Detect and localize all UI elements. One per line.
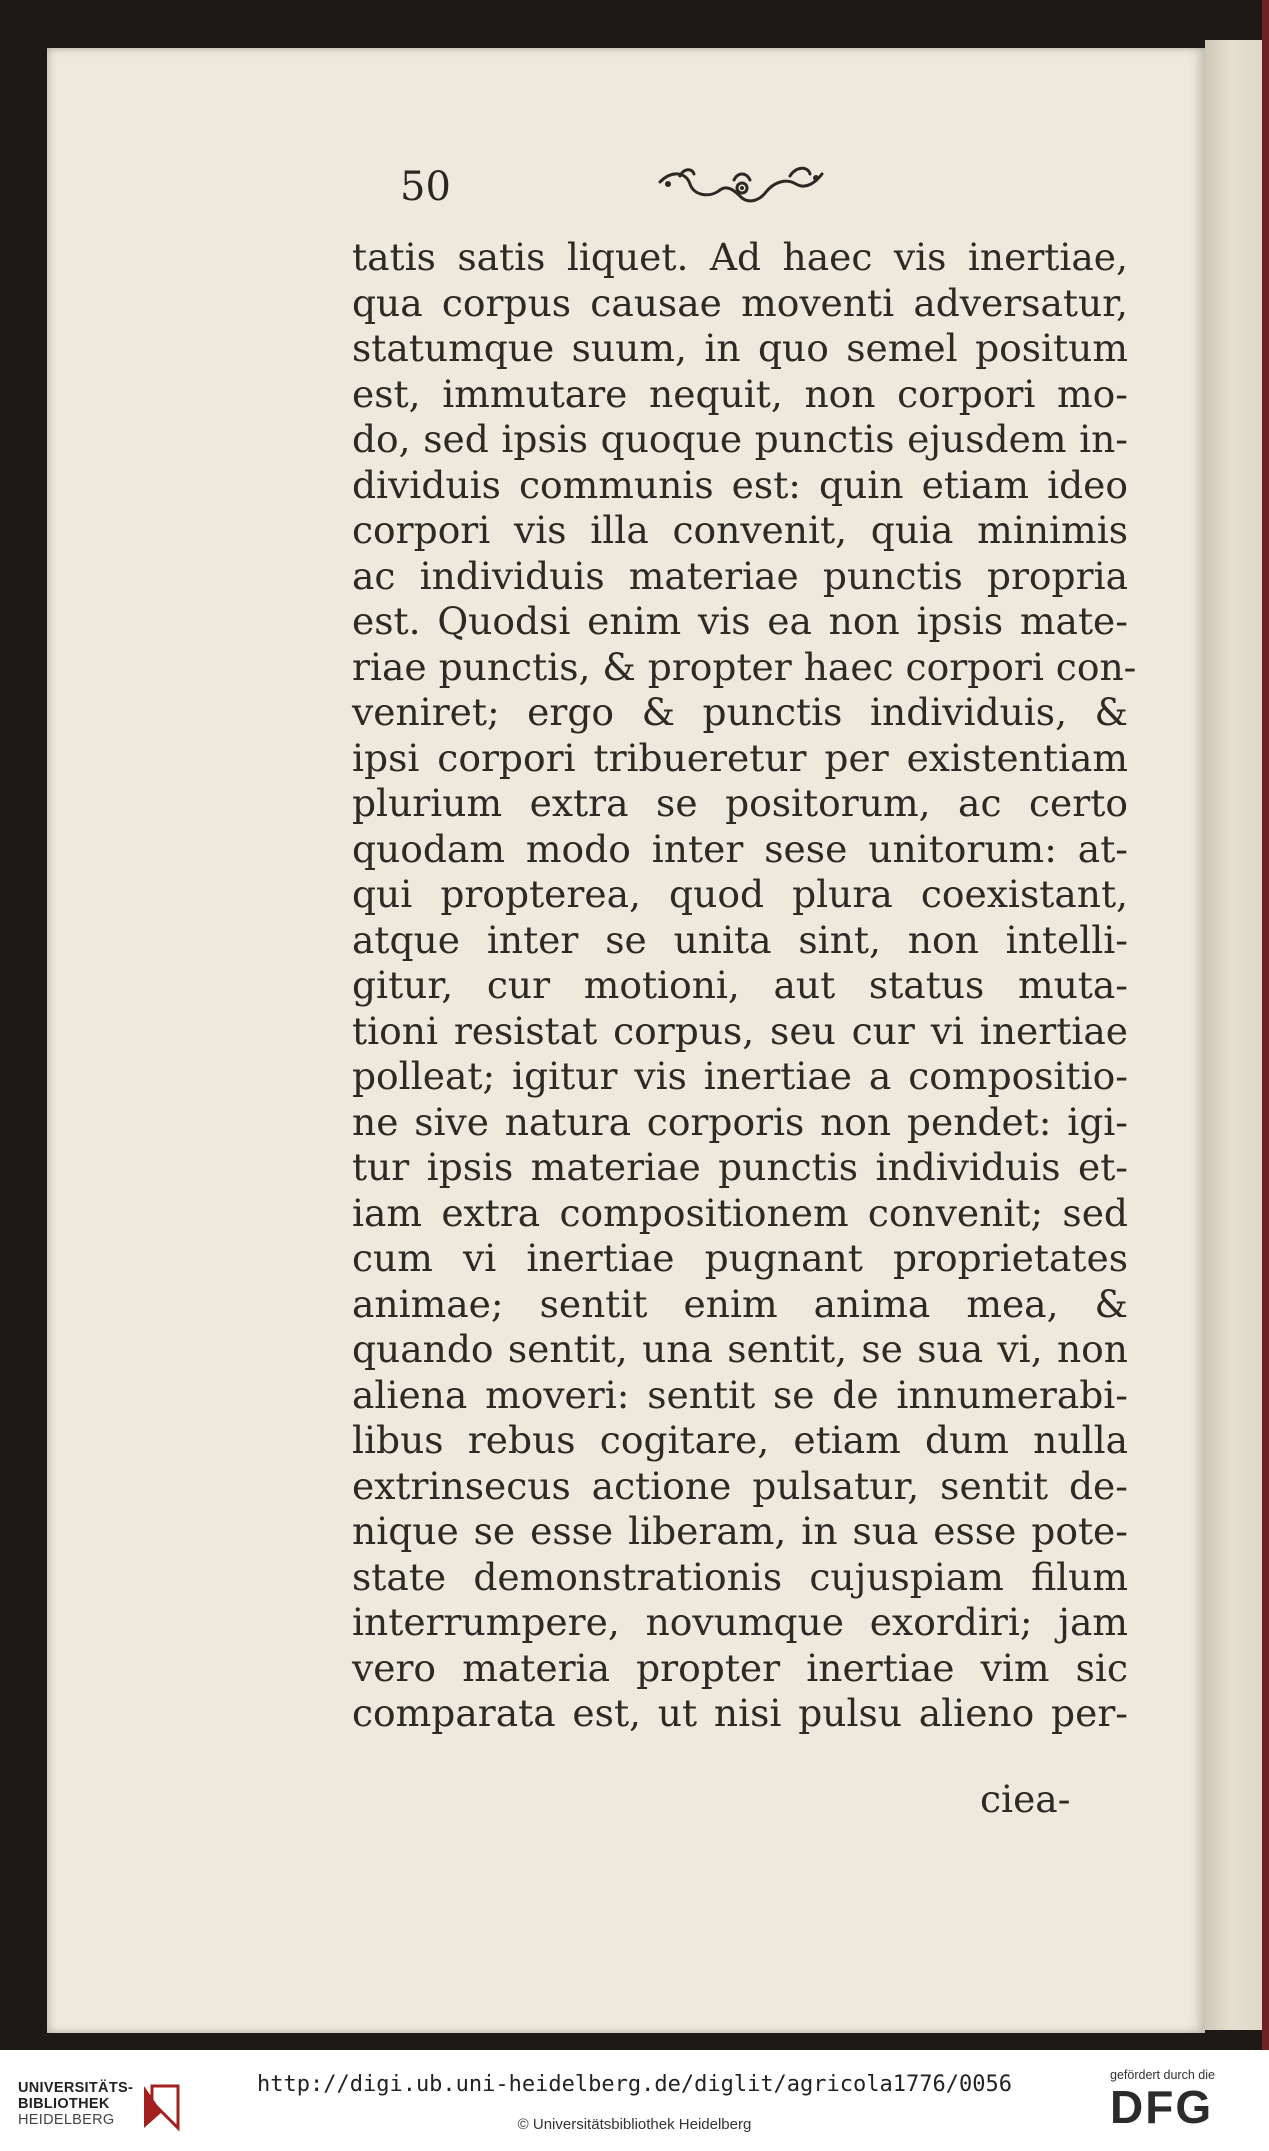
page-number: 50 (400, 164, 451, 210)
text-line: plurium extra se positorum, ac certo (352, 781, 1128, 825)
text-line: veniret; ergo & punctis individuis, & (352, 690, 1128, 734)
text-line: interrumpere, novumque exordiri; jam (352, 1600, 1128, 1644)
body-text (352, 235, 1137, 1737)
text-line: tur ipsis materiae punctis individuis et- (352, 1145, 1128, 1189)
facing-page-edge (1205, 40, 1269, 2030)
text-line: vero materia propter inertiae vim sic (352, 1645, 1128, 1690)
library-name-line1: UNIVERSITÄTS- (18, 2080, 134, 2096)
viewer-footer (0, 2050, 1269, 2151)
floral-vignette-icon (650, 162, 830, 210)
text-line: qua corpus causae moventi adversatur, (352, 280, 1128, 325)
text-line: extrinsecus actione pulsatur, sentit de- (352, 1463, 1128, 1508)
text-line: animae; sentit enim anima mea, & (352, 1281, 1128, 1326)
binding-edge (1262, 0, 1269, 2050)
copyright-notice: © Universitätsbibliothek Heidelberg (517, 2116, 752, 2133)
text-line: nique se esse liberam, in sua esse pote- (352, 1509, 1128, 1553)
text-line: iam extra compositionem convenit; sed (352, 1190, 1128, 1235)
text-line: qui propterea, quod plura coexistant, (352, 872, 1128, 916)
catchword: ciea- (980, 1777, 1071, 1821)
text-line: statumque suum, in quo semel positum (352, 326, 1128, 370)
text-line: est, immutare nequit, non corpori mo- (352, 371, 1128, 416)
text-line: tioni resistat corpus, seu cur vi inertiae (352, 1008, 1128, 1053)
text-line: cum vi inertiae pugnant proprietates (352, 1236, 1128, 1280)
text-line: polleat; igitur vis inertiae a compositio- (352, 1054, 1128, 1098)
text-line: state demonstrationis cujuspiam filum (352, 1554, 1128, 1599)
text-line: quodam modo inter sese unitorum: at- (352, 826, 1128, 871)
permalink-url[interactable]: http://digi.ub.uni-heidelberg.de/diglit/agricola1776/0056 (257, 2072, 1012, 2097)
text-line: atque inter se unita sint, non intelli- (352, 917, 1128, 962)
text-line: do, sed ipsis quoque punctis ejusdem in- (352, 417, 1128, 461)
library-name-line2: BIBLIOTHEK (18, 2096, 110, 2112)
text-line: ne sive natura corporis non pendet: igi- (352, 1099, 1128, 1144)
text-line: libus rebus cogitare, etiam dum nulla (352, 1418, 1128, 1462)
text-line: corpori vis illa convenit, quia minimis (352, 508, 1128, 552)
text-line: riae punctis, & propter haec corpori con- (352, 644, 1137, 689)
text-line: tatis satis liquet. Ad haec vis inertiae, (352, 235, 1128, 279)
text-line: gitur, cur motioni, aut status muta- (352, 963, 1128, 1007)
text-line: est. Quodsi enim vis ea non ipsis mate- (352, 599, 1128, 643)
library-name-line3: HEIDELBERG (18, 2112, 115, 2128)
text-line: aliena moveri: sentit se de innumerabi- (352, 1372, 1128, 1417)
text-line: ac individuis materiae punctis propria (352, 553, 1128, 598)
text-line: comparata est, ut nisi pulsu alieno per- (352, 1691, 1128, 1735)
text-line: quando sentit, una sentit, se sua vi, non (352, 1327, 1128, 1371)
text-line: ipsi corpori tribueretur per existentiam (352, 735, 1128, 780)
text-line: dividuis communis est: quin etiam ideo (352, 462, 1128, 507)
funder-logo[interactable] (1110, 2068, 1260, 2138)
dfg-logo: DFG (1110, 2081, 1214, 2133)
funder-note: gefördert durch die (1110, 2068, 1215, 2082)
page-header (400, 162, 840, 212)
